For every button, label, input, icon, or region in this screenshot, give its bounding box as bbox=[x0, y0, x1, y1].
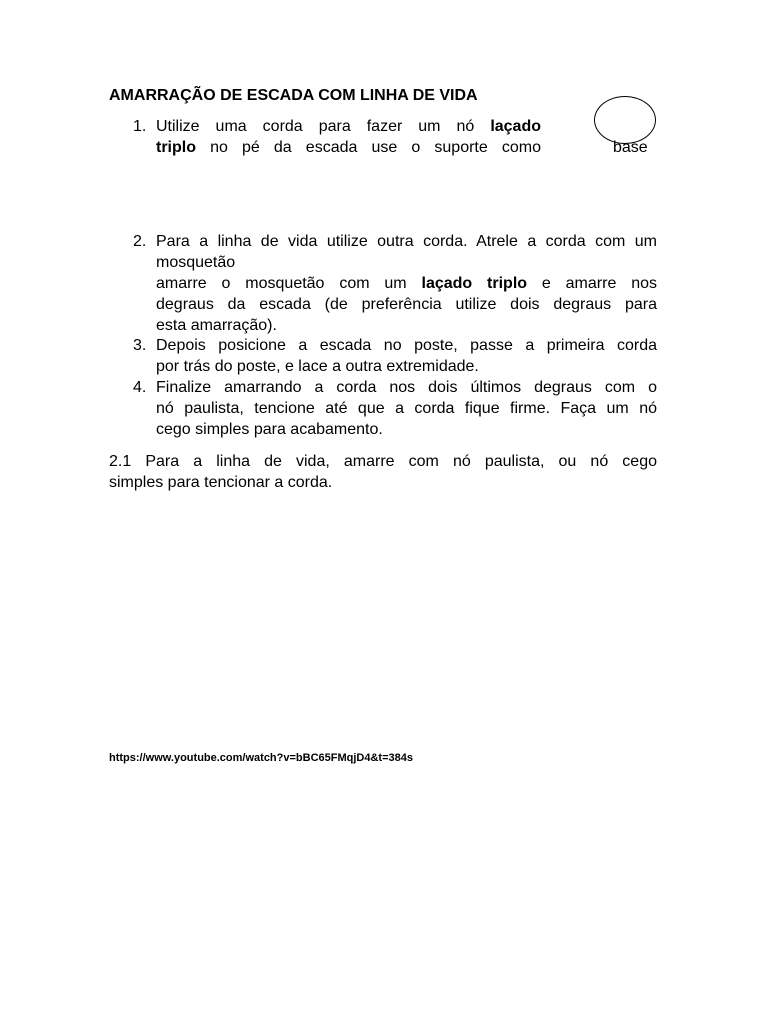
list-item-line: por trás do poste, e lace a outra extremidade. bbox=[156, 358, 479, 375]
list-number: 2. bbox=[133, 233, 147, 250]
note-paragraph bbox=[109, 451, 657, 493]
text-run: e amarre nos bbox=[541, 275, 657, 292]
list-item-line: cego simples para acabamento. bbox=[156, 421, 383, 438]
list-item-text bbox=[156, 335, 657, 377]
list-item-line bbox=[156, 116, 541, 137]
document-title: AMARRAÇÃO DE ESCADA COM LINHA DE VIDA bbox=[109, 87, 478, 104]
list-item-line: esta amarração). bbox=[156, 317, 277, 334]
list-item-line: Finalize amarrando a corda nos dois últimos degraus com o bbox=[156, 379, 657, 396]
list-item-text bbox=[156, 377, 657, 440]
list-item-text bbox=[156, 231, 657, 336]
text-run: Utilize uma corda para fazer um nó bbox=[156, 118, 475, 135]
list-item-line bbox=[156, 137, 541, 158]
list-item-line: Depois posicione a escada no poste, passe a primeira corda bbox=[156, 337, 657, 354]
list-item-line: nó paulista, tencione até que a corda fique firme. Faça um nó bbox=[156, 400, 657, 417]
list-item-line: degraus da escada (de preferência utilize dois degraus para bbox=[156, 296, 657, 313]
list-number: 1. bbox=[133, 118, 147, 135]
trailing-word: base bbox=[613, 139, 648, 156]
list-number: 3. bbox=[133, 337, 147, 354]
bold-text: laçado triplo bbox=[421, 275, 528, 292]
ellipse-shape bbox=[594, 96, 656, 144]
list-item-line: mosquetão bbox=[156, 254, 236, 271]
text-run: no pé da escada use o suporte como bbox=[210, 139, 541, 156]
note-line-2: simples para tencionar a corda. bbox=[109, 474, 333, 491]
bold-text: triplo bbox=[156, 139, 196, 156]
list-item-line: Para a linha de vida utilize outra corda. Atrele a corda com um bbox=[156, 233, 657, 250]
bold-text: laçado bbox=[490, 118, 541, 135]
text-run: amarre o mosquetão com um bbox=[156, 275, 407, 292]
list-item-line bbox=[156, 273, 657, 294]
list-item-text bbox=[156, 116, 541, 158]
note-line-1: 2.1 Para a linha de vida, amarre com nó paulista, ou nó cego bbox=[109, 453, 657, 470]
list-number: 4. bbox=[133, 379, 147, 396]
video-link[interactable]: https://www.youtube.com/watch?v=bBC65FMqjD4&t=384s bbox=[109, 752, 413, 764]
